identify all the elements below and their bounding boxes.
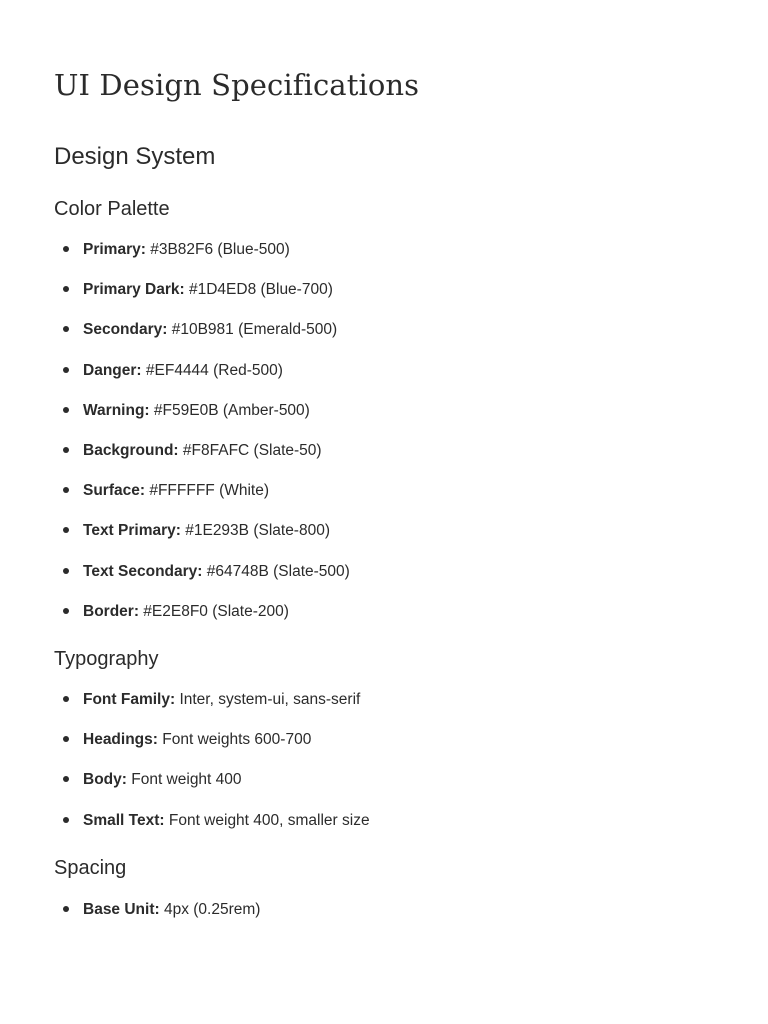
bullet-icon bbox=[63, 568, 69, 574]
list-item-term: Text Primary: bbox=[83, 522, 181, 540]
list-item-value: #E2E8F0 (Slate-200) bbox=[143, 602, 289, 620]
page-title: UI Design Specifications bbox=[54, 68, 420, 102]
list-item-term: Primary: bbox=[83, 241, 146, 258]
list-item bbox=[54, 441, 350, 481]
list-item-value: Inter, system-ui, sans-serif bbox=[179, 691, 361, 708]
list-item bbox=[54, 602, 350, 642]
list-item-term: Text Secondary: bbox=[83, 562, 203, 580]
list-item bbox=[54, 481, 350, 521]
list-item bbox=[54, 320, 350, 360]
list-item bbox=[54, 770, 370, 810]
bullet-icon bbox=[63, 407, 69, 413]
list-item bbox=[54, 240, 350, 280]
list-item-term: Background: bbox=[83, 441, 179, 459]
bullet-icon bbox=[63, 776, 69, 782]
list-item-term: Headings: bbox=[83, 731, 158, 749]
list-item-value: #FFFFFF (White) bbox=[149, 482, 270, 500]
list-item-value: #F8FAFC (Slate-50) bbox=[182, 441, 322, 459]
list-item bbox=[54, 361, 350, 401]
bullet-icon bbox=[63, 527, 69, 533]
bullet-icon bbox=[63, 286, 69, 292]
bullet-icon bbox=[63, 608, 69, 614]
spacing-list bbox=[54, 900, 260, 940]
list-item-term: Font Family: bbox=[83, 691, 176, 708]
list-item-term: Surface: bbox=[83, 482, 146, 500]
bullet-icon bbox=[63, 817, 69, 823]
typography-list bbox=[54, 690, 370, 851]
list-item bbox=[54, 811, 370, 851]
bullet-icon bbox=[63, 736, 69, 742]
subsection-heading-color-palette: Color Palette bbox=[54, 198, 170, 220]
bullet-icon bbox=[63, 246, 69, 252]
list-item bbox=[54, 690, 370, 730]
bullet-icon bbox=[63, 367, 69, 373]
list-item bbox=[54, 521, 350, 561]
subsection-heading-spacing: Spacing bbox=[54, 857, 127, 879]
list-item-term: Border: bbox=[83, 602, 139, 620]
list-item bbox=[54, 900, 260, 940]
list-item bbox=[54, 562, 350, 602]
bullet-icon bbox=[63, 906, 69, 912]
list-item-term: Base Unit: bbox=[83, 901, 160, 918]
bullet-icon bbox=[63, 696, 69, 702]
bullet-icon bbox=[63, 487, 69, 493]
list-item-term: Danger: bbox=[83, 361, 142, 379]
list-item-term: Body: bbox=[83, 771, 127, 789]
list-item bbox=[54, 401, 350, 441]
bullet-icon bbox=[63, 326, 69, 332]
list-item bbox=[54, 280, 350, 320]
list-item-value: #64748B (Slate-500) bbox=[206, 562, 350, 580]
subsection-heading-typography: Typography bbox=[54, 648, 159, 670]
list-item-value: #1D4ED8 (Blue-700) bbox=[188, 281, 333, 299]
list-item-value: #EF4444 (Red-500) bbox=[145, 361, 283, 379]
list-item-term: Warning: bbox=[83, 401, 150, 419]
bullet-icon bbox=[63, 447, 69, 453]
list-item-value: 4px (0.25rem) bbox=[163, 901, 261, 918]
list-item-term: Small Text: bbox=[83, 811, 165, 829]
list-item-value: #3B82F6 (Blue-500) bbox=[150, 241, 290, 258]
list-item-value: Font weight 400 bbox=[131, 771, 242, 789]
list-item-term: Secondary: bbox=[83, 321, 168, 339]
list-item bbox=[54, 730, 370, 770]
color-palette-list bbox=[54, 240, 350, 642]
section-heading-design-system: Design System bbox=[54, 143, 216, 170]
list-item-term: Primary Dark: bbox=[83, 281, 185, 299]
list-item-value: #F59E0B (Amber-500) bbox=[153, 401, 310, 419]
list-item-value: #10B981 (Emerald-500) bbox=[171, 321, 338, 339]
list-item-value: Font weight 400, smaller size bbox=[168, 811, 370, 829]
list-item-value: #1E293B (Slate-800) bbox=[185, 522, 330, 540]
list-item-value: Font weights 600-700 bbox=[162, 731, 312, 749]
